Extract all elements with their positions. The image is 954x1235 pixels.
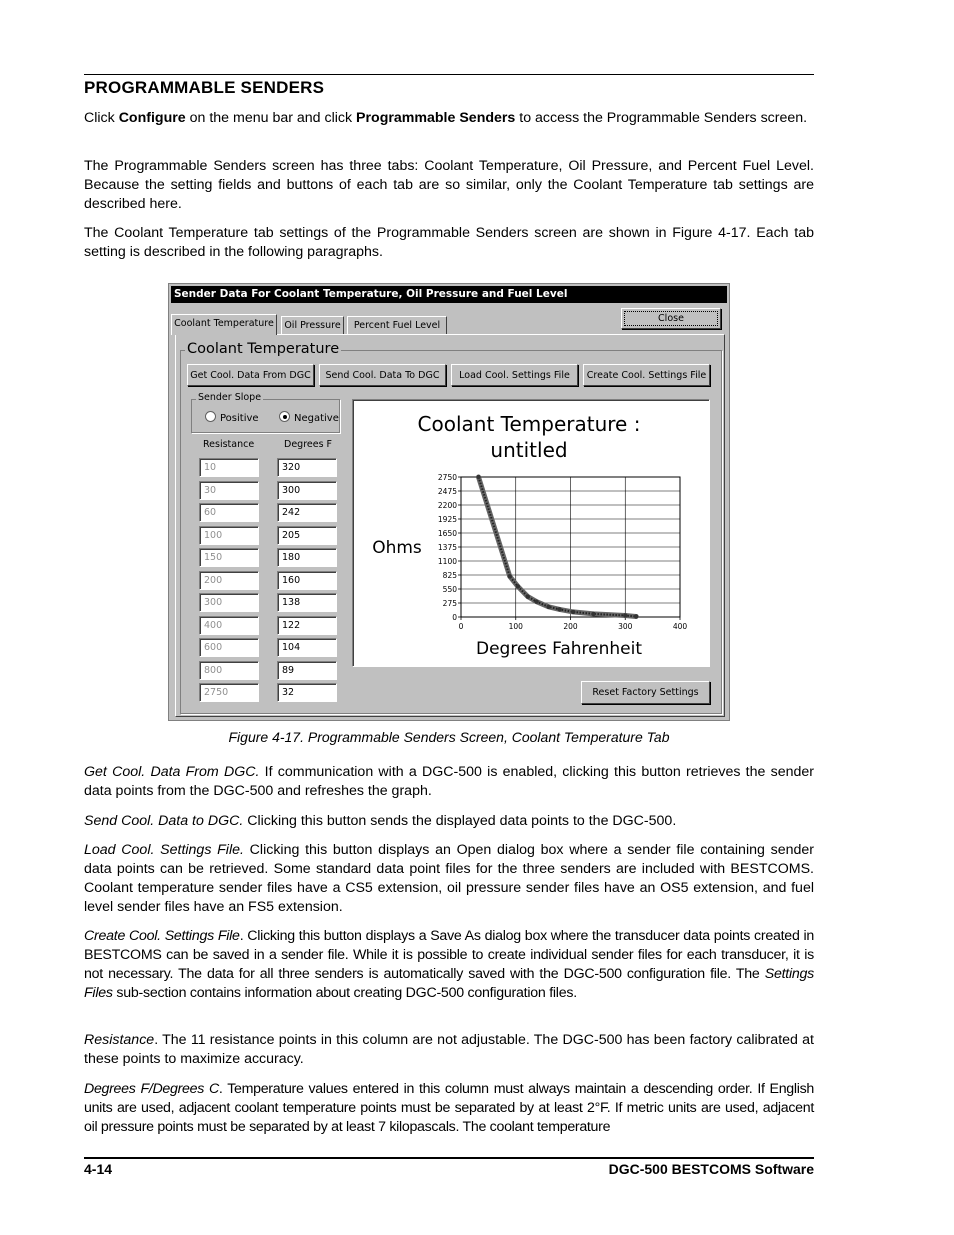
dialog-titlebar: Sender Data For Coolant Temperature, Oil Pressure and Fuel Level	[171, 286, 727, 303]
data-point	[623, 613, 627, 617]
y-tick-label: 2750	[437, 473, 457, 482]
figure-ref-paragraph: The Coolant Temperature tab settings of the Programmable Senders screen are shown in Figure 4-17. Each tab setting is described in the following paragraphs.	[84, 225, 814, 260]
chart-ylabel: Ohms	[372, 538, 422, 558]
footer-page-number: 4-14	[84, 1161, 113, 1177]
resistance-field: 100	[199, 526, 259, 545]
positive-radio[interactable]	[205, 411, 259, 424]
resistance-field: 200	[199, 571, 259, 590]
y-tick-label: 1925	[437, 515, 457, 524]
data-point	[571, 610, 575, 614]
create-cool-settings-button[interactable]: Create Cool. Settings File	[583, 364, 710, 386]
intro-paragraph: Click Configure on the menu bar and click Programmable Senders to access the Programmable Senders screen.	[84, 110, 808, 126]
y-tick-label: 0	[452, 613, 457, 622]
tab-percent-fuel-level[interactable]: Percent Fuel Level	[347, 316, 447, 334]
send-cool-data-button[interactable]: Send Cool. Data To DGC	[319, 364, 446, 386]
y-tick-label: 550	[442, 585, 457, 594]
degrees-field[interactable]: 122	[277, 616, 337, 635]
reset-factory-settings-button[interactable]: Reset Factory Settings	[581, 681, 710, 704]
x-tick-label: 300	[618, 622, 633, 631]
coolant-group-title: Coolant Temperature	[187, 341, 340, 357]
footer-doc-title: DGC-500 BESTCOMS Software	[608, 1161, 814, 1177]
resistance-field: 30	[199, 481, 259, 500]
degrees-field[interactable]: 205	[277, 526, 337, 545]
coolant-chart	[352, 399, 710, 667]
resistance-field: 60	[199, 503, 259, 522]
desc-resistance: Resistance. The 11 resistance points in this column are not adjustable. The DGC-500 has been factory calibrated at these points to maximize accuracy.	[84, 1032, 814, 1067]
chart-title-line2: untitled	[490, 438, 568, 462]
close-button[interactable]: Close	[621, 308, 721, 329]
desc-degrees: Degrees F/Degrees C. Temperature values entered in this column must always maintain a descending order. If English units are used, adjacent coolant temperature points must be separated by at least 2°F. If metric units are used, adjacent oil pressure points must be separated by at least 7 kilopascals. The coolant temperature	[84, 1081, 814, 1135]
degrees-field[interactable]: 160	[277, 571, 337, 590]
negative-radio[interactable]	[279, 411, 339, 424]
y-tick-label: 825	[442, 571, 457, 580]
resistance-field: 150	[199, 548, 259, 567]
degrees-field[interactable]: 32	[277, 683, 337, 702]
negative-radio-label: Negative	[294, 413, 339, 424]
desc-create: Create Cool. Settings File. Clicking this button displays a Save As dialog box where the transducer data points created in BESTCOMS can be saved in a sender file. While it is possible to create individual sender files for each transducer, it is not necessary. The data for all three senders is automatically saved with the DGC-500 configuration file. The Settings Files sub-section contains information about creating DGC-500 configuration files.	[84, 928, 815, 1001]
resistance-field: 2750	[199, 683, 259, 702]
data-point	[591, 612, 595, 616]
degrees-field[interactable]: 180	[277, 548, 337, 567]
positive-radio-label: Positive	[220, 413, 259, 424]
chart-svg	[353, 400, 709, 666]
data-point	[526, 594, 530, 598]
resistance-field: 10	[199, 458, 259, 477]
top-rule	[84, 74, 814, 75]
sender-slope-label: Sender Slope	[198, 392, 262, 403]
x-tick-label: 200	[563, 622, 578, 631]
x-tick-label: 100	[508, 622, 523, 631]
tabs-paragraph: The Programmable Senders screen has three tabs: Coolant Temperature, Oil Pressure, and Percent Fuel Level. Because the setting fields and buttons of each tab are so similar, only the Coolant Temperature tab settings are described here.	[84, 158, 814, 212]
x-tick-label: 0	[458, 622, 464, 631]
get-cool-data-button[interactable]: Get Cool. Data From DGC	[187, 364, 314, 386]
resistance-field: 800	[199, 661, 259, 680]
y-tick-label: 1375	[437, 543, 457, 552]
resistance-field: 400	[199, 616, 259, 635]
desc-load: Load Cool. Settings File. Clicking this button displays an Open dialog box where a sender file containing sender data points can be retrieved. Some standard data point files for the three senders are included with BESTCOMS. Coolant temperature sender files have a CS5 extension, oil pressure sender files have an OS5 extension, and fuel level sender files have an FS5 extension.	[84, 842, 814, 915]
degrees-field[interactable]: 242	[277, 503, 337, 522]
figure-caption: Figure 4-17. Programmable Senders Screen, Coolant Temperature Tab	[228, 729, 670, 745]
negative-radio-dot	[279, 411, 290, 422]
tab-coolant-temperature[interactable]: Coolant Temperature	[171, 314, 277, 335]
data-point	[476, 475, 480, 479]
load-cool-settings-button[interactable]: Load Cool. Settings File	[451, 364, 578, 386]
section-title: PROGRAMMABLE SENDERS	[84, 78, 325, 97]
plot-area	[438, 473, 687, 631]
degrees-field[interactable]: 104	[277, 638, 337, 657]
y-tick-label: 1100	[437, 557, 457, 566]
desc-get: Get Cool. Data From DGC. If communication with a DGC-500 is enabled, clicking this button retrieves the sender data points from the DGC-500 and refreshes the graph.	[84, 764, 815, 799]
desc-send: Send Cool. Data to DGC. Clicking this button sends the displayed data points to the DGC-500.	[84, 813, 677, 829]
chart-title-line1: Coolant Temperature :	[417, 412, 641, 436]
y-tick-label: 275	[442, 599, 457, 608]
chart-xlabel: Degrees Fahrenheit	[475, 639, 643, 659]
data-point	[516, 584, 520, 588]
resistance-field: 600	[199, 638, 259, 657]
degrees-column-header: Degrees F	[284, 439, 333, 450]
data-point	[508, 574, 512, 578]
footer-rule	[84, 1157, 814, 1159]
data-point	[534, 600, 538, 604]
degrees-field[interactable]: 300	[277, 481, 337, 500]
x-tick-label: 400	[672, 622, 688, 631]
positive-radio-dot	[205, 411, 216, 422]
data-point	[557, 607, 561, 611]
resistance-column-header: Resistance	[203, 439, 255, 450]
y-tick-label: 2475	[437, 487, 457, 496]
data-point	[634, 614, 638, 618]
data-point	[546, 605, 550, 609]
resistance-field: 300	[199, 593, 259, 612]
degrees-field[interactable]: 138	[277, 593, 337, 612]
degrees-field[interactable]: 89	[277, 661, 337, 680]
tab-oil-pressure[interactable]: Oil Pressure	[281, 316, 344, 334]
y-tick-label: 1650	[437, 529, 457, 538]
degrees-field[interactable]: 320	[277, 458, 337, 477]
y-tick-label: 2200	[437, 501, 457, 510]
